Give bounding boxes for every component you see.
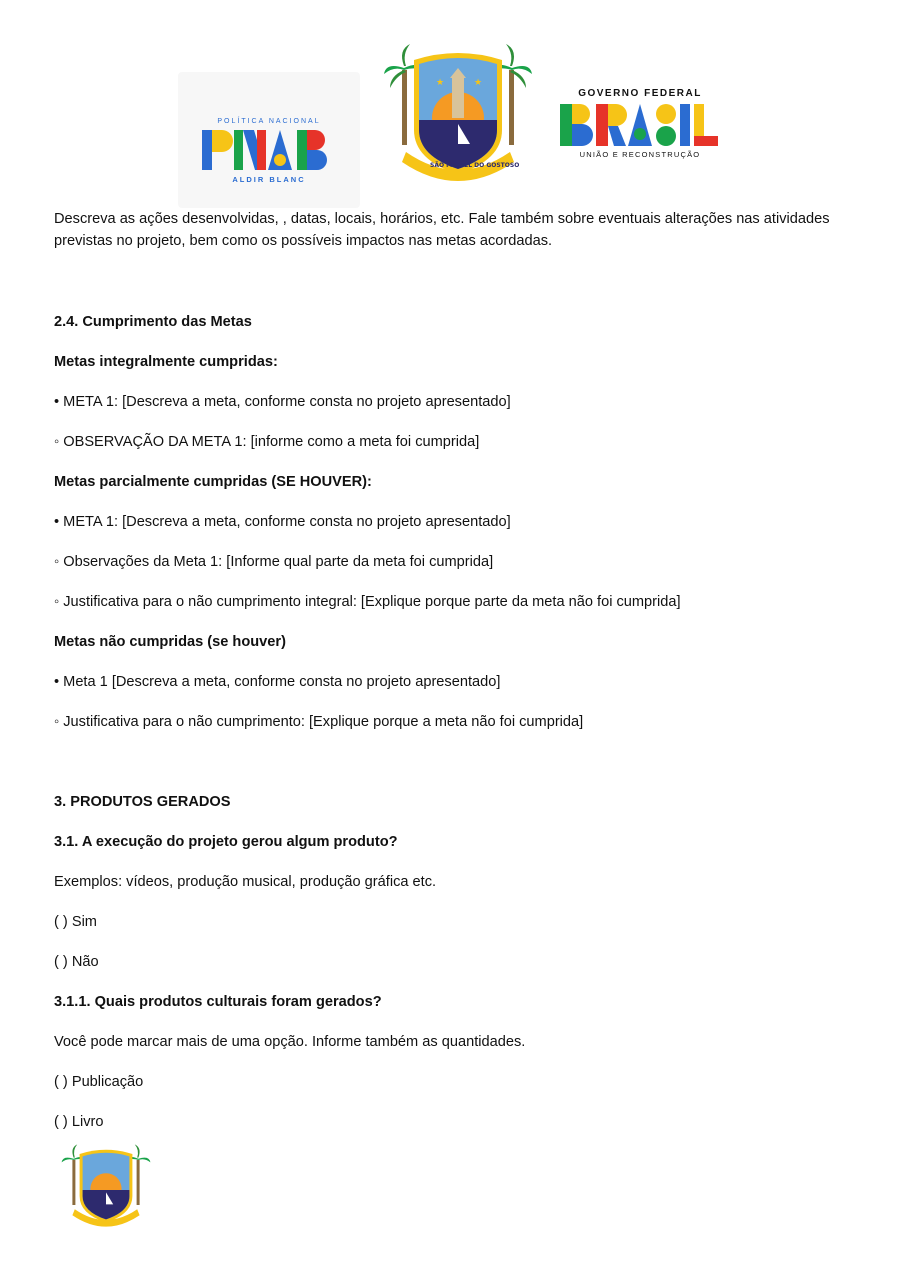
checkbox-option-nao[interactable]: ( ) Não (54, 954, 99, 970)
gov-logo-subtitle: UNIÃO E RECONSTRUÇÃO (579, 150, 701, 159)
subheading-metas-integrais: Metas integralmente cumpridas: (54, 354, 278, 370)
brasil-wordmark-text: BRASIL (560, 104, 564, 105)
pnab-logo-top-text: POLÍTICA NACIONAL (217, 118, 321, 125)
question-hint: Exemplos: vídeos, produção musical, produção gráfica etc. (54, 874, 437, 890)
governo-federal-logo (560, 88, 720, 198)
list-item: ◦ Justificativa para o não cumprimento integral: [Explique porque parte da meta não foi cumprida] (54, 594, 681, 610)
list-item: ◦ OBSERVAÇÃO DA META 1: [informe como a meta foi cumprida] (54, 434, 480, 450)
pnab-wordmark (202, 130, 334, 170)
seal-ribbon-text: SÃO MIGUEL DO GOSTOSO (430, 162, 520, 169)
municipal-seal-logo (384, 40, 532, 190)
list-item: • Meta 1 [Descreva a meta, conforme consta no projeto apresentado] (54, 674, 501, 690)
gov-logo-title: GOVERNO FEDERAL (578, 88, 702, 99)
list-item: ◦ Justificativa para o não cumprimento: [Explique porque a meta não foi cumprida] (54, 714, 584, 730)
question-3-1: 3.1. A execução do projeto gerou algum produto? (54, 834, 398, 850)
list-item: • META 1: [Descreva a meta, conforme consta no projeto apresentado] (54, 514, 511, 530)
checkbox-option-livro[interactable]: ( ) Livro (54, 1114, 104, 1130)
intro-paragraph: Descreva as ações desenvolvidas, , datas, locais, horários, etc. Fale também sobre eventuais alterações nas atividades previstas no projeto, bem como os possíveis impactos nas metas acordadas. (54, 211, 830, 249)
list-item: • META 1: [Descreva a meta, conforme consta no projeto apresentado] (54, 394, 511, 410)
subheading-metas-nao-cumpridas: Metas não cumpridas (se houver) (54, 634, 286, 650)
svg-text:★: ★ (436, 78, 445, 88)
pnab-logo (178, 72, 360, 208)
section-heading-3: 3. PRODUTOS GERADOS (54, 794, 231, 810)
pnab-logo-bottom-text: ALDIR BLANC (232, 175, 306, 184)
pnab-wordmark-text: PNAB (202, 130, 205, 131)
checkbox-option-publicacao[interactable]: ( ) Publicação (54, 1074, 144, 1090)
footer-seal-logo (50, 1142, 162, 1232)
svg-text:★: ★ (474, 78, 483, 88)
list-item: ◦ Observações da Meta 1: [Informe qual parte da meta foi cumprida] (54, 554, 494, 570)
header-logos (0, 40, 900, 184)
document-body (54, 208, 854, 252)
subheading-metas-parciais: Metas parcialmente cumpridas (SE HOUVER): (54, 474, 372, 490)
section-heading-2-4: 2.4. Cumprimento das Metas (54, 314, 252, 330)
question-3-1-1: 3.1.1. Quais produtos culturais foram gerados? (54, 994, 382, 1010)
brasil-wordmark (560, 104, 720, 146)
question-hint: Você pode marcar mais de uma opção. Informe também as quantidades. (54, 1034, 526, 1050)
checkbox-option-sim[interactable]: ( ) Sim (54, 914, 97, 930)
